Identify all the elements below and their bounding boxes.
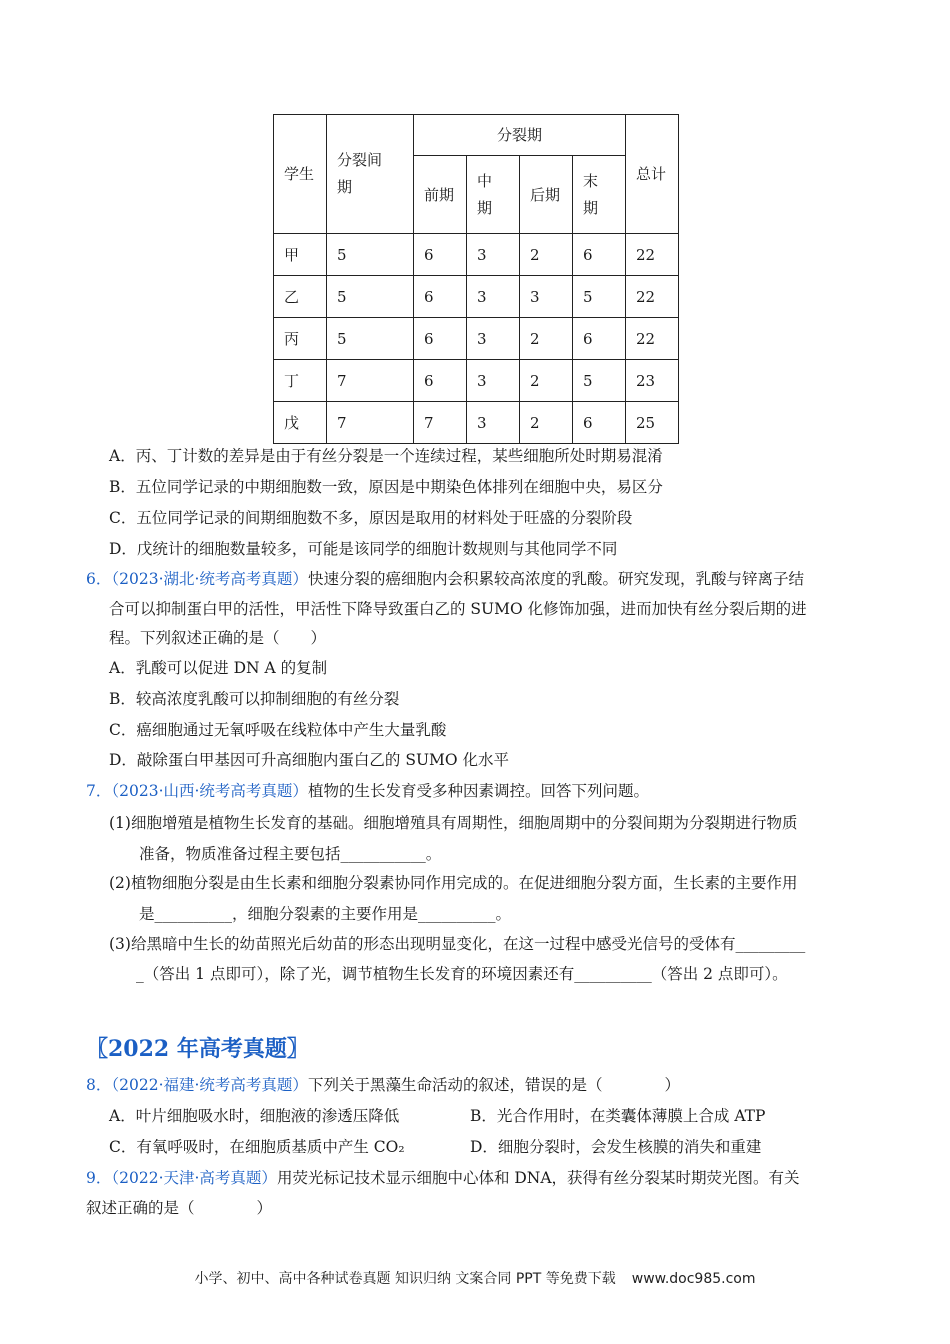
header-telophase-text: 末期	[583, 171, 599, 217]
q6-option-c: C．癌细胞通过无氧呼吸在线粒体中产生大量乳酸	[109, 721, 447, 739]
q8-option-d: D．细胞分裂时，会发生核膜的消失和重建	[470, 1138, 762, 1156]
header-anaphase: 后期	[520, 156, 573, 234]
cell-interphase: 5	[327, 276, 414, 318]
header-metaphase	[467, 156, 520, 234]
table-row	[274, 318, 679, 360]
q6-stem-1: 快速分裂的癌细胞内会积累较高浓度的乳酸。研究发现，乳酸与锌离子结	[307, 570, 804, 588]
q9-stem-line-2: 叙述正确的是（ ）	[86, 1199, 273, 1217]
q9-number: 9．	[86, 1169, 112, 1187]
q6-option-b: B．较高浓度乳酸可以抑制细胞的有丝分裂	[109, 690, 400, 708]
q5-option-b: B．五位同学记录的中期细胞数一致，原因是中期染色体排列在细胞中央，易区分	[109, 478, 663, 496]
cell-prophase: 6	[414, 318, 467, 360]
q7-number: 7．	[86, 782, 112, 800]
q9-source: （2022·天津·高考真题）	[111, 1169, 277, 1187]
cell-name: 丙	[274, 318, 327, 360]
q8-option-b: B．光合作用时，在类囊体薄膜上合成 ATP	[470, 1107, 766, 1125]
cell-name: 丁	[274, 360, 327, 402]
cell-total: 22	[626, 234, 679, 276]
q8-option-a: A．叶片细胞吸水时，细胞液的渗透压降低	[109, 1107, 400, 1125]
q9-stem-line-1	[86, 1166, 800, 1190]
q8-stem	[86, 1073, 680, 1097]
cell-telophase: 6	[573, 234, 626, 276]
q6-stem-line-2: 合可以抑制蛋白甲的活性，甲活性下降导致蛋白乙的 SUMO 化修饰加强，进而加快有丝分裂后期的进	[109, 600, 807, 618]
q6-number: 6．	[86, 570, 112, 588]
cell-anaphase: 2	[520, 360, 573, 402]
cell-telophase: 6	[573, 402, 626, 444]
q6-stem-line-1	[86, 567, 804, 591]
cell-total: 22	[626, 318, 679, 360]
q7-stem	[86, 779, 649, 803]
q6-stem-line-3: 程。下列叙述正确的是（ ）	[109, 629, 327, 647]
q5-option-a: A．丙、丁计数的差异是由于有丝分裂是一个连续过程，某些细胞所处时期易混淆	[109, 447, 663, 465]
cell-telophase: 6	[573, 318, 626, 360]
header-metaphase-text: 中期	[477, 171, 493, 217]
q7-source: （2023·山西·统考高考真题）	[111, 782, 308, 800]
table-row	[274, 234, 679, 276]
q9-stem-1: 用荧光标记技术显示细胞中心体和 DNA，获得有丝分裂某时期荧光图。有关	[276, 1169, 800, 1187]
footer-url[interactable]: www.doc985.com	[631, 1271, 756, 1287]
cell-total: 25	[626, 402, 679, 444]
cell-metaphase: 3	[467, 402, 520, 444]
cell-telophase: 5	[573, 360, 626, 402]
cell-metaphase: 3	[467, 318, 520, 360]
footer-text: 小学、初中、高中各种试卷真题 知识归纳 文案合同 PPT 等免费下载	[194, 1271, 616, 1287]
cell-interphase: 7	[327, 360, 414, 402]
cell-name: 戊	[274, 402, 327, 444]
cell-metaphase: 3	[467, 234, 520, 276]
header-student: 学生	[274, 115, 327, 234]
cell-interphase: 7	[327, 402, 414, 444]
header-division-phase: 分裂期	[414, 115, 626, 156]
cell-anaphase: 2	[520, 402, 573, 444]
q5-option-c: C．五位同学记录的间期细胞数不多，原因是取用的材料处于旺盛的分裂阶段	[109, 509, 633, 527]
cell-name: 甲	[274, 234, 327, 276]
section-title: 〖2022 年高考真题〗	[86, 1036, 309, 1062]
table-row	[274, 276, 679, 318]
q7-part1-line-1: (1)细胞增殖是植物生长发育的基础。细胞增殖具有周期性，细胞周期中的分裂间期为分裂期进行物质	[109, 814, 798, 832]
q8-stem-text: 下列关于黑藻生命活动的叙述，错误的是（ ）	[307, 1076, 680, 1094]
cell-anaphase: 2	[520, 234, 573, 276]
cell-metaphase: 3	[467, 360, 520, 402]
q5-option-d: D．戊统计的细胞数量较多，可能是该同学的细胞计数规则与其他同学不同	[109, 540, 618, 558]
cell-prophase: 6	[414, 360, 467, 402]
header-prophase: 前期	[414, 156, 467, 234]
cell-total: 23	[626, 360, 679, 402]
table-row	[274, 360, 679, 402]
table-row	[274, 402, 679, 444]
cell-interphase: 5	[327, 318, 414, 360]
cell-count-table	[273, 114, 679, 444]
q6-source: （2023·湖北·统考高考真题）	[111, 570, 308, 588]
cell-anaphase: 2	[520, 318, 573, 360]
cell-name: 乙	[274, 276, 327, 318]
q8-number: 8．	[86, 1076, 112, 1094]
cell-metaphase: 3	[467, 276, 520, 318]
q8-option-c: C．有氧呼吸时，在细胞质基质中产生 CO₂	[109, 1138, 405, 1156]
q7-part2-line-1: (2)植物细胞分裂是由生长素和细胞分裂素协同作用完成的。在促进细胞分裂方面，生长素的主要作用	[109, 874, 798, 892]
header-telophase	[573, 156, 626, 234]
q7-stem-text: 植物的生长发育受多种因素调控。回答下列问题。	[307, 782, 649, 800]
q6-option-a: A．乳酸可以促进 DN A 的复制	[109, 659, 328, 677]
cell-prophase: 6	[414, 276, 467, 318]
q8-source: （2022·福建·统考高考真题）	[111, 1076, 308, 1094]
page-footer	[0, 1268, 950, 1288]
header-interphase-text: 分裂间期	[337, 151, 383, 196]
q7-part3-line-1: (3)给黑暗中生长的幼苗照光后幼苗的形态出现明显变化，在这一过程中感受光信号的受体有_________	[109, 935, 806, 953]
q7-part1-line-2: 准备，物质准备过程主要包括___________。	[139, 845, 442, 863]
cell-interphase: 5	[327, 234, 414, 276]
q7-part3-line-2: _（答出 1 点即可），除了光，调节植物生长发育的环境因素还有__________（答出 2 点即可）。	[136, 965, 788, 983]
cell-telophase: 5	[573, 276, 626, 318]
q7-part2-line-2: 是__________，细胞分裂素的主要作用是__________。	[139, 905, 512, 923]
header-total: 总计	[626, 115, 679, 234]
cell-prophase: 6	[414, 234, 467, 276]
cell-anaphase: 3	[520, 276, 573, 318]
q6-option-d: D．敲除蛋白甲基因可升高细胞内蛋白乙的 SUMO 化水平	[109, 751, 510, 769]
cell-prophase: 7	[414, 402, 467, 444]
cell-total: 22	[626, 276, 679, 318]
header-interphase	[327, 115, 414, 234]
